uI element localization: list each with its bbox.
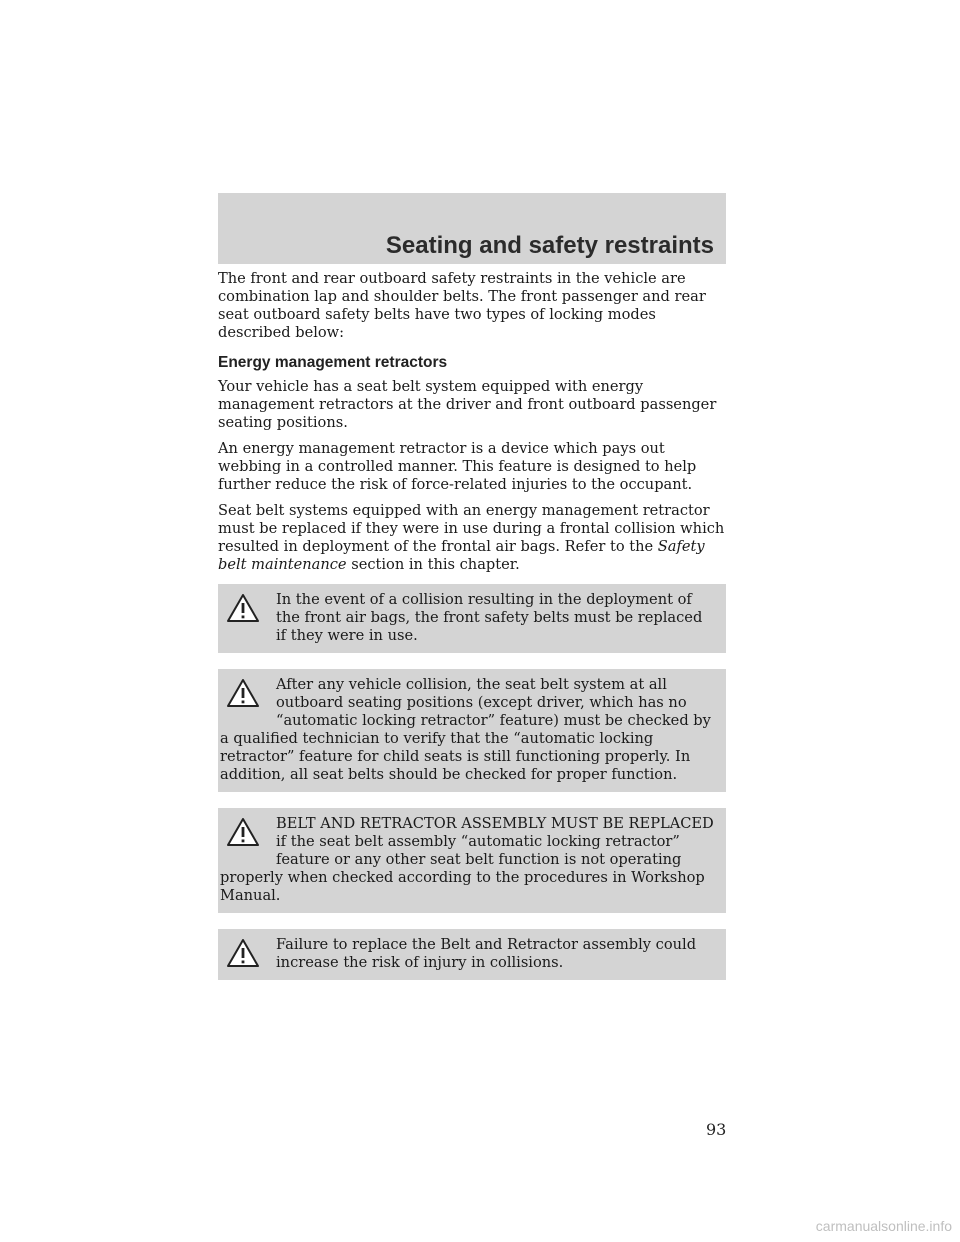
warning-icon: [226, 817, 268, 853]
section-title: Seating and safety restraints: [385, 232, 714, 259]
warning-icon: [226, 678, 268, 714]
warning-text-2: After any vehicle collision, the seat belt system at all outboard seating positions (except driver, which has no “automatic locking retractor” feature) must be checked by a qualified technician to verify that the “automatic locking retractor” feature for child seats is still functioning properly. In addition, all seat belts should be checked for proper function.: [220, 676, 711, 783]
paragraph-1: Your vehicle has a seat belt system equipped with energy management retractors at the driver and front outboard passenger seating positions.: [218, 378, 717, 431]
warning-box-3: [218, 808, 726, 913]
intro-paragraph: The front and rear outboard safety restraints in the vehicle are combination lap and shoulder belts. The front passenger and rear seat outboard safety belts have two types of locking modes described below:: [218, 270, 706, 341]
section-header: [218, 193, 726, 264]
warning-box-2: [218, 669, 726, 792]
paragraph-2: An energy management retractor is a device which pays out webbing in a controlled manner. This feature is designed to help further reduce the risk of force-related injuries to the occupant.: [218, 440, 697, 493]
section-heading: Energy management retractors: [218, 354, 448, 371]
warning-icon: [226, 938, 268, 974]
warning-box-1: [218, 584, 726, 653]
paragraph-3: [218, 502, 730, 574]
cross-reference-link: Safety belt maintenance: [218, 538, 705, 573]
paragraph-3-end: section in this chapter.: [351, 556, 520, 573]
warning-text-1: In the event of a collision resulting in the deployment of the front air bags, the front safety belts must be replaced if they were in use.: [276, 591, 703, 644]
warning-icon: [226, 593, 268, 629]
warning-box-4: [218, 929, 726, 980]
paragraph-3-start: Seat belt systems equipped with an energy management retractor must be replaced if they were in use during a frontal collision which resulted in deployment of the frontal air bags. Refer to the: [218, 502, 725, 555]
footer-watermark: carmanualsonline.info: [815, 1218, 952, 1234]
warning-text-3: BELT AND RETRACTOR ASSEMBLY MUST BE REPLACED if the seat belt assembly “automatic locking retractor” feature or any other seat belt function is not operating properly when checked according to the procedures in Workshop Manual.: [220, 815, 714, 904]
warning-text-4: Failure to replace the Belt and Retractor assembly could increase the risk of injury in collisions.: [276, 936, 697, 971]
page-number: 93: [706, 1120, 727, 1139]
page-content: [218, 270, 730, 996]
